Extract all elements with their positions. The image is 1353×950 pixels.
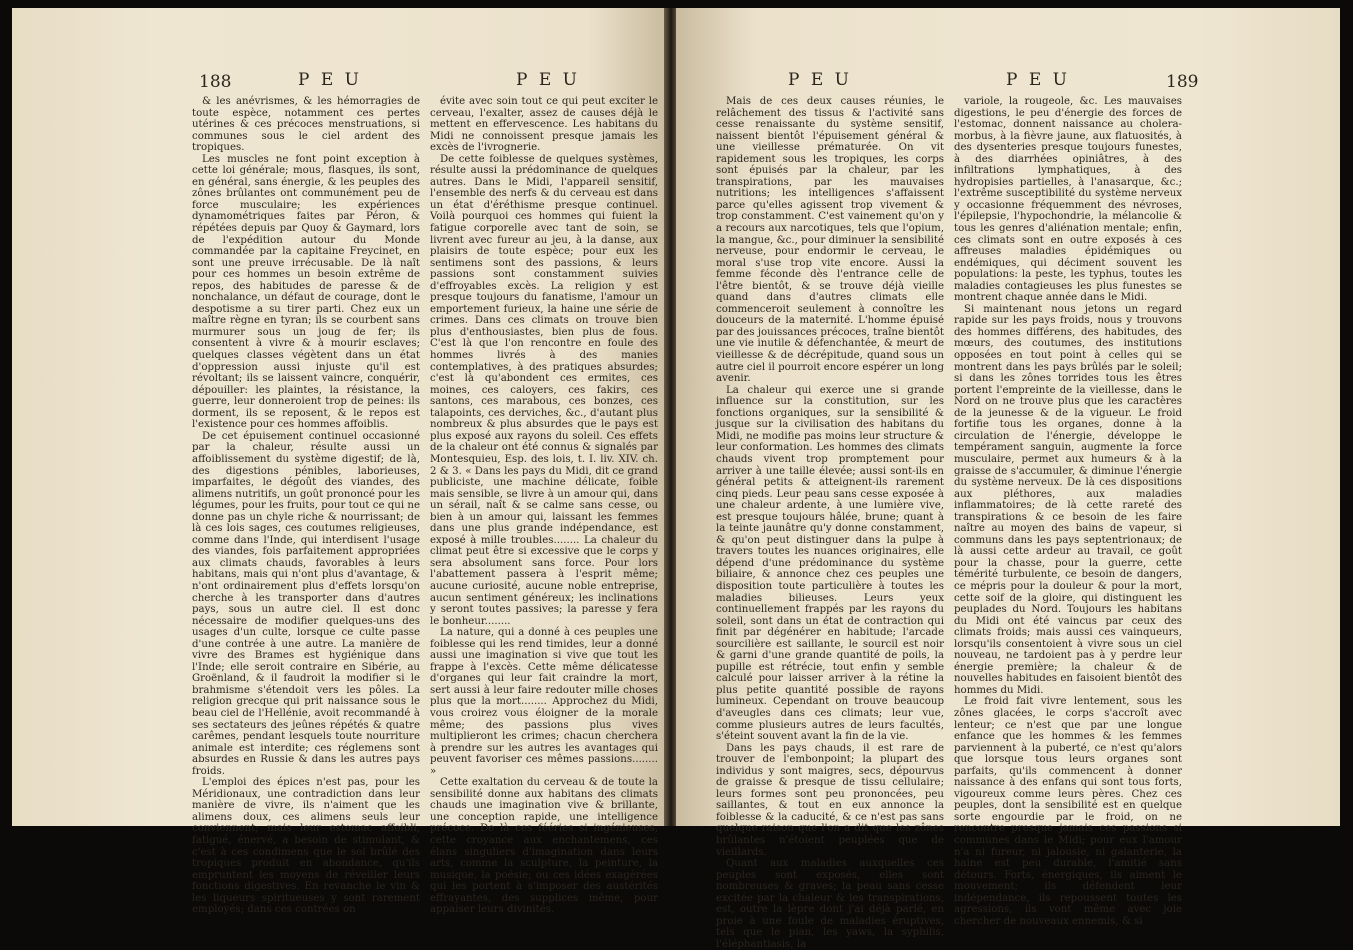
running-head-left: P E U [298,70,362,90]
paragraph: Cette exaltation du cerveau & de toute la sensibilité donne aux habitans des climats chauds une imagination vive & brillante, une conception rapide, une intelligence précoce. De là ces fééries si ingénieuses, cette croyance aux enchantemens, ces élans singuliers d'imagination dans leurs arts, comme la sculpture, la peinture, la musique, la poésie; ou ces idées exagérées qui les portent à s'imposer des austérités effrayantes, des supplices même, pour appaiser leurs divinités. [430,777,658,916]
page-number-left: 188 [199,72,232,92]
paragraph: De cette foiblesse de quelques systèmes, résulte aussi la prédominance de quelques autres. Dans le Midi, l'appareil sensitif, l'ensemble des nerfs & du cerveau est dans un état d'éréthisme presque continuel. Voilà pourquoi ces hommes qui fuient la fatigue corporelle avec tant de soin, se livrent avec fureur au jeu, à la danse, aux plaisirs de toute espèce; pour eux les sentimens sont des passions, & leurs passions sont constamment suivies d'effroyables excès. La religion y est presque toujours du fanatisme, l'amour un emportement furieux, la haine une série de crimes. Dans ces climats on trouve bien plus d'enthousiastes, bien plus de fous. C'est là que l'on rencontre en foule des hommes livrés à des manies contemplatives, à des pratiques absurdes; c'est là qu'abondent ces ermites, ces moines, ces caloyers, ces fakirs, ces santons, ces marabous, ces bonzes, ces talapoints, ces derviches, &c., d'autant plus nombreux & plus absurdes que le pays est plus exposé aux rayons du soleil. Ces effets de la chaleur ont été connus & signalés par Montesquieu, Esp. des lois, t. I. liv. XIV. ch. 2 & 3. « Dans les pays du Midi, dit ce grand publiciste, une machine délicate, foible mais sensible, se livre à un amour qui, dans un sérail, naît & se calme sans cesse, ou bien à un amour qui, laissant les femmes dans une plus grande indépendance, est exposé à mille troubles........ La chaleur du climat peut être si excessive que le corps y sera absolument sans force. Pour lors l'abattement passera à l'esprit même; aucune curiosité, aucune noble entreprise, aucun sentiment généreux; les inclinations y seront toutes passives; la paresse y fera le bonheur........ [430,153,658,627]
paragraph: variole, la rougeole, &c. Les mauvaises digestions, le peu d'énergie des forces de l'estomac, donnent naissance au cholera-morbus, à la fièvre jaune, aux flatuosités, à des dysenteries presque toujours funestes, à des diarrhées opiniâtres, à des infiltrations lymphatiques, à des hydropisies partielles, à l'anasarque, &c.; l'extrême susceptibilité du système nerveux y occasionne fréquemment des névroses, l'épilepsie, l'hypochondrie, la mélancolie & tous les genres d'aliénation mentale; enfin, ces climats sont en outre exposés à ces affreuses maladies épidémiques ou endémiques, qui déciment souvent les populations: la peste, les typhus, toutes les maladies contagieuses les plus funestes se montrent chaque année dans le Midi. [954,96,1182,304]
paragraph: Le froid fait vivre lentement, sous les zônes glacées, le corps s'accroît avec lenteur; ce n'est que par une longue enfance que les hommes & les femmes parviennent à la puberté, ce n'est qu'alors que lorsque tous leurs organes sont parfaits, qu'ils commencent à donner naissance à des enfans qui sont tous forts, vigoureux comme leurs pères. Chez ces peuples, dont la sensibilité est en quelque sorte engourdie par le froid, on ne rencontre presque jamais ces passions si communes dans le Midi; pour eux l'amour n'a ni fureur, ni jalousie, ni galanterie, la haine est peu durable, l'amitié sans détours. Forts, énergiques, ils aiment le mouvement; ils défendent leur indépendance, ils repoussent toutes les agressions, ils vont même avec joie chercher de nouveaux ennemis, & si [954,696,1182,927]
paragraph: Quant aux maladies auxquelles ces peuples sont exposés, elles sont nombreuses & graves; la peau sans cesse excitée par la chaleur & les transpirations, est, outre la lèpre dont j'ai déjà parlé, en proie à une foule de maladies éruptives, tels que le pian, les yaws, la syphilis, l'éléphantiasis, la [716,858,944,950]
paragraph: & les anévrismes, & les hémorragies de toute espèce, notamment ces pertes utérines & ces précoces menstruations, si communes sous le ciel ardent des tropiques. [192,96,420,154]
paragraph: De cet épuisement continuel occasionné par la chaleur, résulte aussi un affoiblissement du système digestif; de là, des digestions pénibles, laborieuses, imparfaites, le dégoût des viandes, des alimens nutritifs, un goût prononcé pour les légumes, pour les fruits, pour tout ce qui ne donne pas un chyle riche & nourrissant; de là ces lois sages, ces coutumes religieuses, comme dans l'Inde, qui interdisent l'usage des viandes, fois parfaitement appropriées aux climats chauds, favorables à leurs habitans, mais qui n'ont plus d'avantage, & n'ont ordinairement plus d'effets lorsqu'on cherche à les transporter dans d'autres pays, sous un autre ciel. Il est donc nécessaire de modifier quelques-uns des usages d'un culte, lorsque ce culte passe d'une contrée à une autre. La manière de vivre des Brames est hygiénique dans l'Inde; elle seroit contraire en Sibérie, au Groënland, & il faudroit la modifier si le brahmisme s'étendoit vers les pôles. La religion grecque qui prit naissance sous le beau ciel de l'Hellénie, avoit recommandé à ses sectateurs des jeûnes répétés & quatre carêmes, pendant lesquels toute nourriture animale est interdite; ces réglemens sont absurdes en Russie & dans les autres pays froids. [192,430,420,777]
paragraph: évite avec soin tout ce qui peut exciter le cerveau, l'exalter, assez de causes déjà le mettent en effervescence. Les habitans du Midi ne connoissent presque jamais les excès de l'ivrognerie. [430,96,658,154]
column-2-left [430,96,658,916]
right-page [676,8,1340,950]
paragraph: La chaleur qui exerce une si grande influence sur la constitution, sur les fonctions organiques, sur la sensibilité & jusque sur la civilisation des habitans du Midi, ne modifie pas moins leur structure & leur conformation. Les hommes des climats chauds vivent trop promptement pour arriver à une taille élevée; aussi sont-ils en général petits & atteignent-ils rarement cinq pieds. Leur peau sans cesse exposée à une chaleur ardente, à une lumière vive, est presque toujours hâlée, brune; quant à la teinte jaunâtre qu'y donne constamment, & qu'on peut distinguer dans la pulpe à travers toutes les nuances originaires, elle dépend d'une prédominance du système biliaire, & annonce chez ces peuples une disposition toute particulière à toutes les maladies bilieuses. Leurs yeux continuellement frappés par les rayons du soleil, sont dans un état de contraction qui finit par dégénérer en habitude; l'arcade sourcilière est saillante, le sourcil est noir & garni d'une grande quantité de poils, la pupille est rétrécie, tout enfin y semble calculé pour laisser arriver à la rétine la plus petite quantité possible de rayons lumineux. Cependant on trouve beaucoup d'aveugles dans ces climats; leur vue, comme plusieurs autres de leurs facultés, s'éteint souvent avant la fin de la vie. [716,384,944,743]
text-columns-right [716,96,1182,950]
paragraph: Dans les pays chauds, il est rare de trouver de l'embonpoint; la plupart des individus y sont maigres, secs, dépourvus de graisse & presque de tissu cellulaire; leurs formes sont peu prononcées, peu saillantes, & tout en eux annonce la foiblesse & la caducité, & ce n'est pas sans quelque raison que l'on a dit que les zônes brûlantes n'étoient peuplées que de vieillards. [716,742,944,858]
paragraph: Mais de ces deux causes réunies, le relâchement des tissus & l'activité sans cesse renaissante du système sensitif, naissent bientôt l'épuisement général & une vieillesse prématurée. On vit rapidement sous les tropiques, les corps sont épuisés par la chaleur, par les transpirations, par les mauvaises nutritions; les intelligences s'affaissent parce qu'elles agissent trop vivement & trop constamment. C'est vainement qu'on y a recours aux narcotiques, tels que l'opium, la mangue, &c., pour diminuer la sensibilité nerveuse, pour endormir le cerveau, le moral s'use trop vite encore. Aussi la femme féconde dès l'entrance celle de l'être bientôt, & se trouve déjà vieille quand dans d'autres climats elle commenceroit seulement à connoître les douceurs de la maternité. L'homme épuisé par des jouissances précoces, traîne bientôt une vie inutile & défenchantée, & meurt de vieillesse & de décrépitude, quand sous un autre ciel il pourroit encore espérer un long avenir. [716,96,945,385]
running-head-right: P E U [788,70,852,90]
paragraph: La nature, qui a donné à ces peuples une foiblesse qui les rend timides, leur a donné aussi une imagination si vive que tout les frappe à l'excès. Cette même délicatesse d'organes qui leur fait craindre la mort, sert aussi à leur faire redouter mille choses plus que la mort........ Approchez du Midi, vous croirez vous éloigner de la morale même; des passions plus vives multiplieront les crimes; chacun cherchera à prendre sur les autres les avantages qui peuvent favoriser ces mêmes passions........ » [430,627,658,777]
running-head-center-left: P E U [516,70,580,90]
page-number-right: 189 [1166,72,1199,92]
paragraph: Les muscles ne font point exception à cette loi générale; mous, flasques, ils sont, en général, sans énergie, & les peuples des zônes brûlantes ont communément peu de force musculaire; les expériences dynamométriques faites par Péron, & répétées depuis par Quoy & Gaymard, lors de l'expédition autour du Monde commandée par la capitaine Freycinet, en sont une preuve irrécusable. De là naît pour ces hommes un besoin extrême de repos, des habitudes de paresse & de nonchalance, un défaut de courage, dont le despotisme a su tirer parti. Chez eux un maître règne en tyran; ils se courbent sans murmurer sous un joug de fer; ils consentent à vivre & à mourir esclaves; quelques classes végètent dans un état d'oppression aussi injuste qu'il est révoltant; ils se laissent vaincre, conquérir, dépouiller: les plaintes, la résistance, la guerre, leur donneroient trop de peines: ils dorment, ils se reposent, & le repos est l'existence pour ces hommes affoiblis. [192,153,420,431]
running-head-center-right: P E U [1006,70,1070,90]
column-2-right [954,96,1182,950]
left-page [12,8,666,916]
paragraph: Si maintenant nous jetons un regard rapide sur les pays froids, nous y trouvons des hommes différens, des habitudes, des mœurs, des coutumes, des institutions opposées en tout point à celles qui se montrent dans les pays brûlés par le soleil; si dans les zônes torrides tous les êtres portent l'empreinte de la vieillesse, dans le Nord on ne trouve plus que les caractères de la jeunesse & de la vigueur. Le froid fortifie tous les organes, donne à la circulation de l'énergie, développe le tempérament sanguin, augmente la force musculaire, permet aux humeurs & à la graisse de s'accumuler, & diminue l'énergie du système nerveux. De là ces dispositions aux pléthores, aux maladies inflammatoires; de là cette rareté des transpirations & ce besoin de les faire naître au moyen des bains de vapeur, si communs dans les pays septentrionaux; de là aussi cette ardeur au travail, ce goût pour la chasse, pour la guerre, cette témérité turbulente, ce besoin de dangers, ce mépris pour la douleur & pour la mort, cette soif de la gloire, qui distinguent les peuplades du Nord. Toujours les habitans du Midi ont été vaincus par ceux des climats froids; mais aussi ces vainqueurs, lorsqu'ils consentoient à vivre sous un ciel nouveau, ne tardoient pas à y perdre leur énergie première; la chaleur & de nouvelles habitudes en faisoient bientôt des hommes du Midi. [954,303,1182,696]
paragraph: L'emploi des épices n'est pas, pour les Méridionaux, une contradiction dans leur manière de vivre, ils n'aiment que les alimens doux, ces alimens seuls leur conviennent; mais leur estomac affoibli, fatigué, énervé, a besoin de stimulant, & c'est à ces condimens que le sol brûlé des tropiques produit en abondance, qu'ils empruntent les moyens de réveiller leurs fonctions digestives. En revanche le vin & les liqueurs spiritueuses y sont rarement employés; dans ces contrées on [192,777,420,916]
text-columns-left [192,96,658,916]
column-1-left [192,96,420,916]
column-1-right [716,96,944,950]
